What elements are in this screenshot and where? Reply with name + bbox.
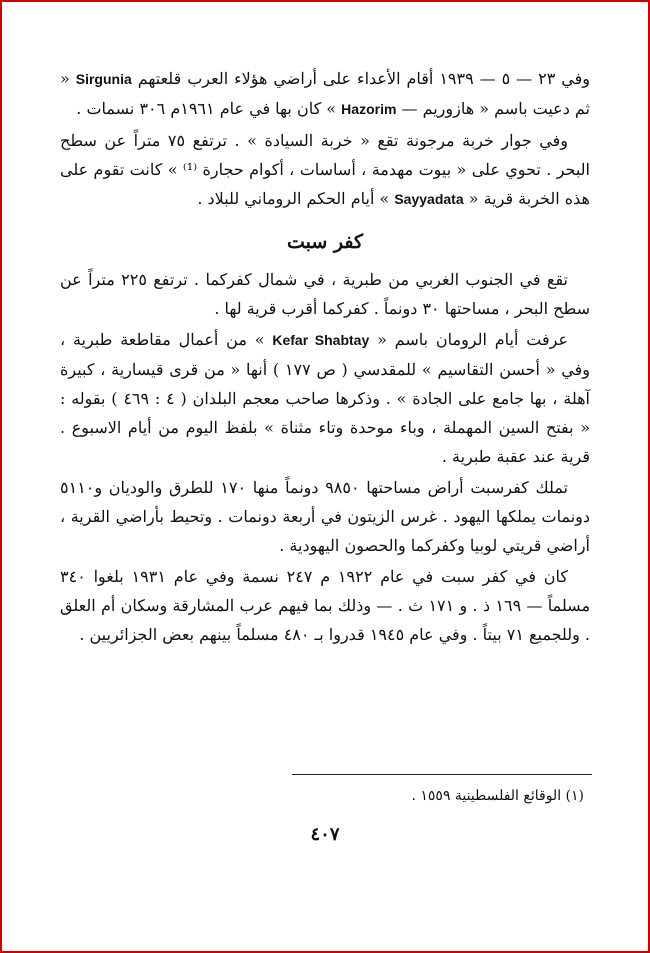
body-text — [60, 64, 590, 651]
paragraphs-after — [60, 265, 590, 649]
paragraph — [60, 265, 590, 323]
paragraph — [60, 64, 590, 124]
footnote-divider — [292, 774, 592, 775]
section-heading: كفر سبت — [286, 231, 364, 253]
text-run: » أيام الحكم الروماني للبلاد . — [197, 189, 395, 208]
footnote: (١) الوقائع الفلسطينية ١٥٥٩ . — [411, 788, 584, 804]
text-run: تقع في الجنوب الغربي من طبرية ، في شمال كفركما . ترتفع ٢٢٥ متراً عن سطح البحر ، مساحتها ٣٠ دونماً . كفركما أقرب قرية لها . — [60, 270, 590, 318]
latin-term: Sirgunia — [75, 71, 132, 87]
page-number: ٤٠٧ — [310, 824, 340, 845]
paragraph — [60, 562, 590, 649]
latin-term: Hazorim — [341, 101, 397, 117]
latin-term: Kefar Shabtay — [272, 332, 370, 348]
text-run: » من أعمال مقاطعة طبرية ، وفي « أحسن التقاسيم » للمقدسي ( ص ١٧٧ ) أنها « من قرى قيسارية ، كبيرة آهلة ، بها جامع على الجادة » . وذكرها صاحب معجم البلدان ( ٤ : ٤٦٩ ) بقوله : « بفتح السين المهملة ، وباء موحدة وتاء مثناة » بلفظ اليوم من أيام الاسبوع . قرية عند عقبة طبرية . — [60, 330, 591, 466]
latin-term: Sayyadata — [394, 191, 464, 207]
text-run: » كان بها في عام ١٩٦١م ٣٠٦ نسمات . — [76, 99, 342, 118]
text-run: تملك كفرسبت أراض مساحتها ٩٨٥٠ دونماً منها ١٧٠ للطرق والوديان و٥١١٠ دونمات يملكها اليهود . غرس الزيتون في أربعة دونمات . وتحيط بأراضي القرية ، أراضي قريتي لوبيا وكفركما والحصون اليهودية . — [60, 478, 590, 555]
paragraph — [60, 126, 590, 214]
paragraph — [60, 325, 590, 471]
text-run: كان في كفر سبت في عام ١٩٢٢ م ٢٤٧ نسمة وفي عام ١٩٣١ بلغوا ٣٤٠ مسلماً — ١٦٩ ذ . و ١٧١ ث . — وذلك بما فيهم عرب المشارقة وسكان أم العلق . وللجميع ٧١ بيتاً . وفي عام ١٩٤٥ قدروا بـ ٤٨٠ مسلماً بينهم بعض الجزائريين . — [60, 567, 591, 644]
text-run: عرفت أيام الرومان باسم « — [369, 330, 569, 349]
text-run: وفي ٢٣ — ٥ — ١٩٣٩ أقام الأعداء على أراضي هؤلاء العرب قلعتهم — [131, 69, 590, 88]
paragraphs-before — [60, 64, 590, 214]
text-run: وفي جوار خربة مرجونة تقع « خربة السيادة » . ترتفع ٧٥ متراً عن سطح البحر . تحوي على « بيوت مهدمة ، أساسات ، أكوام حجارة ⁽¹⁾ » كانت تقوم على هذه الخربة قرية « — [60, 131, 590, 208]
text-run: « ثم دعيت باسم « هازوريم — — [60, 69, 590, 118]
paragraph — [60, 473, 590, 560]
